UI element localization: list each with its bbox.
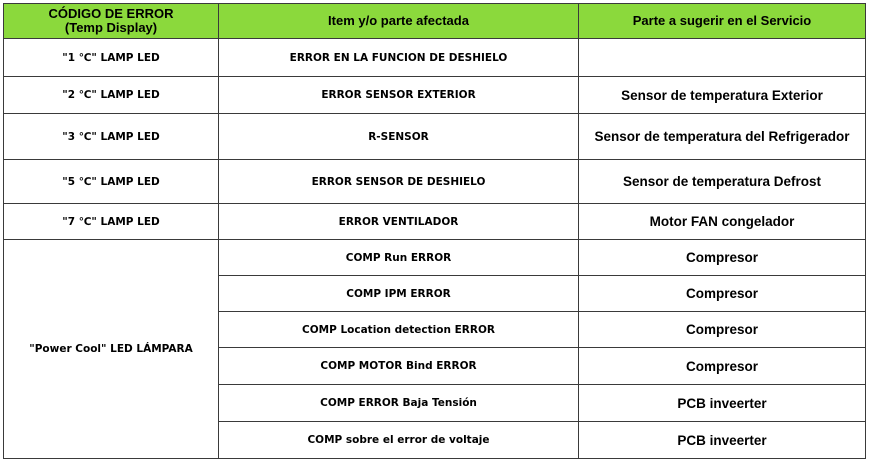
table-row — [4, 39, 866, 77]
header-error-code-line2: (Temp Display) — [64, 20, 158, 35]
affected-item-cell: COMP IPM ERROR — [219, 276, 579, 312]
header-row — [4, 4, 866, 39]
table-row — [4, 77, 866, 114]
suggested-part-cell: Sensor de temperatura Exterior — [579, 77, 866, 114]
error-code-cell: "3 ℃" LAMP LED — [4, 114, 219, 160]
suggested-part-cell: Sensor de temperatura Defrost — [579, 160, 866, 204]
header-error-code — [4, 4, 219, 39]
affected-item-cell: ERROR VENTILADOR — [219, 204, 579, 240]
affected-item-cell: ERROR EN LA FUNCION DE DESHIELO — [219, 39, 579, 77]
error-code-cell: "1 ℃" LAMP LED — [4, 39, 219, 77]
suggested-part-cell: Compresor — [579, 276, 866, 312]
affected-item-cell: COMP Run ERROR — [219, 240, 579, 276]
suggested-part-cell: Compresor — [579, 312, 866, 348]
error-code-cell: "7 ℃" LAMP LED — [4, 204, 219, 240]
table-row — [4, 204, 866, 240]
error-code-cell: "5 ℃" LAMP LED — [4, 160, 219, 204]
table-row — [4, 160, 866, 204]
affected-item-cell: COMP ERROR Baja Tensión — [219, 385, 579, 422]
header-error-code-line1: CÓDIGO DE ERROR — [48, 6, 174, 21]
affected-item-cell: COMP Location detection ERROR — [219, 312, 579, 348]
suggested-part-cell: Compresor — [579, 348, 866, 385]
affected-item-cell: COMP MOTOR Bind ERROR — [219, 348, 579, 385]
header-suggested-part: Parte a sugerir en el Servicio — [579, 4, 866, 39]
affected-item-cell: COMP sobre el error de voltaje — [219, 422, 579, 459]
table-row — [4, 240, 866, 276]
power-cool-code-cell: "Power Cool" LED LÁMPARA — [4, 240, 219, 459]
suggested-part-cell: PCB inveerter — [579, 422, 866, 459]
suggested-part-cell: Motor FAN congelador — [579, 204, 866, 240]
affected-item-cell: ERROR SENSOR DE DESHIELO — [219, 160, 579, 204]
suggested-part-cell: Sensor de temperatura del Refrigerador — [579, 114, 866, 160]
error-code-table — [3, 3, 866, 459]
suggested-part-cell: Compresor — [579, 240, 866, 276]
error-code-cell: "2 ℃" LAMP LED — [4, 77, 219, 114]
affected-item-cell: ERROR SENSOR EXTERIOR — [219, 77, 579, 114]
table-row — [4, 114, 866, 160]
affected-item-cell: R-SENSOR — [219, 114, 579, 160]
suggested-part-cell — [579, 39, 866, 77]
suggested-part-cell: PCB inveerter — [579, 385, 866, 422]
header-affected-item: Item y/o parte afectada — [219, 4, 579, 39]
